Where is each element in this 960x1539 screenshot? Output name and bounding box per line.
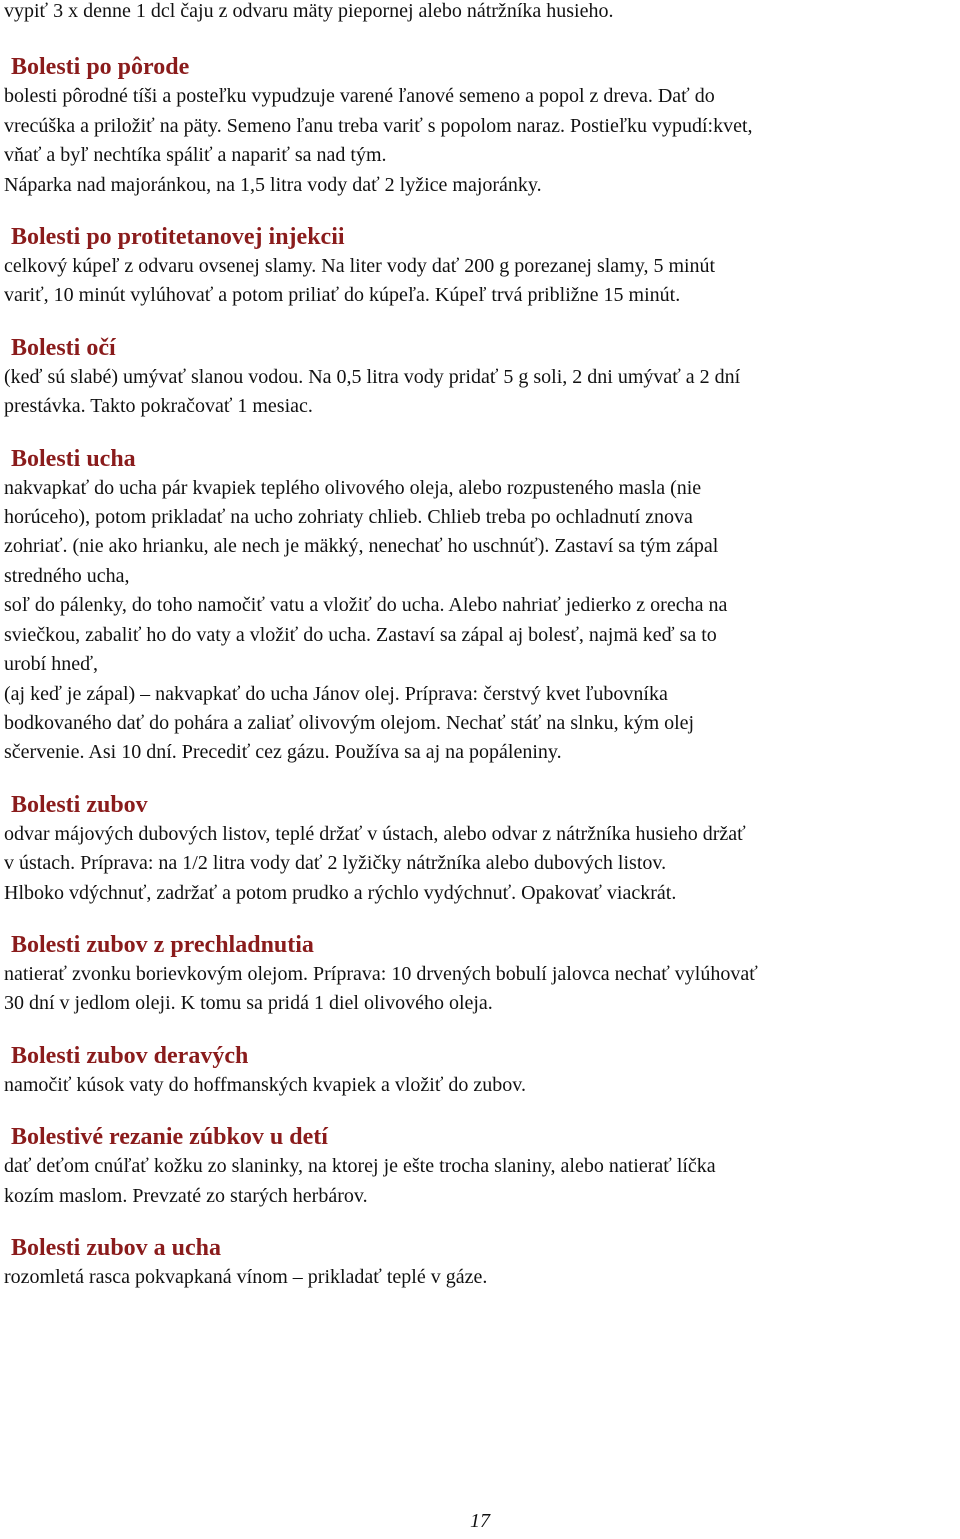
body-line: celkový kúpeľ z odvaru ovsenej slamy. Na liter vody dať 200 g porezanej slamy, 5 minút bbox=[4, 255, 716, 278]
body-line: 30 dní v jedlom oleji. K tomu sa pridá 1 diel olivového oleja. bbox=[4, 992, 493, 1015]
section-body bbox=[4, 960, 956, 1019]
section-bolesti-zubov-z-prechladnutia bbox=[4, 930, 956, 1019]
section-heading: Bolesti po pôrode bbox=[11, 54, 190, 81]
page-number: 17 bbox=[470, 1510, 490, 1532]
body-line: Hlboko vdýchnuť, zadržať a potom prudko a rýchlo vydýchnuť. Opakovať viackrát. bbox=[4, 881, 677, 904]
body-line: v ústach. Príprava: na 1/2 litra vody dať 2 lyžičky nátržníka alebo dubových listov. bbox=[4, 852, 667, 875]
body-line: vrecúška a priložiť na päty. Semeno ľanu treba variť s popolom naraz. Postieľku vypudí:kvet, bbox=[4, 114, 753, 137]
body-line: Náparka nad majoránkou, na 1,5 litra vody dať 2 lyžice majoránky. bbox=[4, 173, 542, 196]
section-heading: Bolesti po protitetanovej injekcii bbox=[11, 224, 345, 251]
section-heading: Bolesti zubov z prechladnutia bbox=[11, 931, 314, 958]
body-line: horúceho), potom prikladať na ucho zohriaty chlieb. Chlieb treba po ochladnutí znova bbox=[4, 506, 693, 529]
body-line: zohriať. (nie ako hrianku, ale nech je mäkký, nenechať ho uschnúť). Zastaví sa tým zápal bbox=[4, 535, 719, 558]
body-line: stredného ucha, bbox=[4, 564, 130, 587]
body-line: nakvapkať do ucha pár kvapiek teplého olivového oleja, alebo rozpusteného masla (nie bbox=[4, 476, 702, 499]
body-line: soľ do pálenky, do toho namočiť vatu a vložiť do ucha. Alebo nahriať jedierko z orecha na bbox=[4, 594, 728, 617]
intro-line-text: vypiť 3 x denne 1 dcl čaju z odvaru mäty piepornej alebo nátržníka husieho. bbox=[4, 0, 614, 22]
body-line: sviečkou, zabaliť ho do vaty a vložiť do ucha. Zastaví sa zápal aj bolesť, najmä keď sa to bbox=[4, 623, 717, 646]
body-line: prestávka. Takto pokračovať 1 mesiac. bbox=[4, 395, 313, 418]
body-line: rozomletá rasca pokvapkaná vínom – prikladať teplé v gáze. bbox=[4, 1265, 488, 1288]
section-body bbox=[4, 1263, 956, 1292]
section-heading: Bolesti očí bbox=[11, 334, 116, 361]
section-heading: Bolesti ucha bbox=[11, 445, 136, 472]
intro-line bbox=[4, 0, 956, 26]
section-body bbox=[4, 252, 956, 311]
section-bolesti-oci bbox=[4, 333, 956, 422]
section-heading: Bolesti zubov a ucha bbox=[11, 1234, 222, 1261]
section-bolesti-zubov bbox=[4, 790, 956, 908]
section-body bbox=[4, 820, 956, 908]
section-bolesti-ucha bbox=[4, 444, 956, 768]
body-line: urobí hneď, bbox=[4, 653, 99, 676]
section-bolesti-po-porode bbox=[4, 52, 956, 200]
section-bolesti-zubov-a-ucha bbox=[4, 1233, 956, 1292]
body-line: sčervenie. Asi 10 dní. Precediť cez gázu. Používa sa aj na popáleniny. bbox=[4, 741, 562, 764]
section-heading: Bolesti zubov bbox=[11, 791, 148, 818]
section-body bbox=[4, 1152, 956, 1211]
body-line: natierať zvonku borievkovým olejom. Príprava: 10 drvených bobulí jalovca nechať vylúhovať bbox=[4, 962, 758, 985]
body-line: variť, 10 minút vylúhovať a potom priliať do kúpeľa. Kúpeľ trvá približne 15 minút. bbox=[4, 284, 681, 307]
section-body bbox=[4, 82, 956, 200]
section-bolesti-zubov-deravych bbox=[4, 1041, 956, 1100]
section-body bbox=[4, 363, 956, 422]
section-body bbox=[4, 474, 956, 768]
body-line: vňať a byľ nechtíka spáliť a napariť sa nad tým. bbox=[4, 144, 387, 167]
section-heading: Bolesti zubov deravých bbox=[11, 1042, 249, 1069]
body-line: odvar májových dubových listov, teplé držať v ústach, alebo odvar z nátržníka husieho držať bbox=[4, 822, 746, 845]
body-line: bolesti pôrodné tíši a posteľku vypudzuje varené ľanové semeno a popol z dreva. Dať do bbox=[4, 85, 715, 108]
section-body bbox=[4, 1071, 956, 1100]
body-line: bodkovaného dať do pohára a zaliať olivovým olejom. Nechať stáť na slnku, kým olej bbox=[4, 711, 695, 734]
body-line: (aj keď je zápal) – nakvapkať do ucha Jánov olej. Príprava: čerstvý kvet ľubovníka bbox=[4, 682, 668, 705]
section-bolesti-po-protitetanovej-injekcii bbox=[4, 222, 956, 311]
body-line: (keď sú slabé) umývať slanou vodou. Na 0,5 litra vody pridať 5 g soli, 2 dni umývať a 2 dní bbox=[4, 365, 741, 388]
body-line: namočiť kúsok vaty do hoffmanských kvapiek a vložiť do zubov. bbox=[4, 1073, 526, 1096]
body-line: dať deťom cnúľať kožku zo slaninky, na ktorej je ešte trocha slaniny, alebo natierať líčka bbox=[4, 1155, 716, 1178]
section-heading: Bolestivé rezanie zúbkov u detí bbox=[11, 1124, 328, 1151]
section-bolestive-rezanie-zubkov bbox=[4, 1122, 956, 1211]
body-line: kozím maslom. Prevzaté zo starých herbárov. bbox=[4, 1184, 368, 1207]
